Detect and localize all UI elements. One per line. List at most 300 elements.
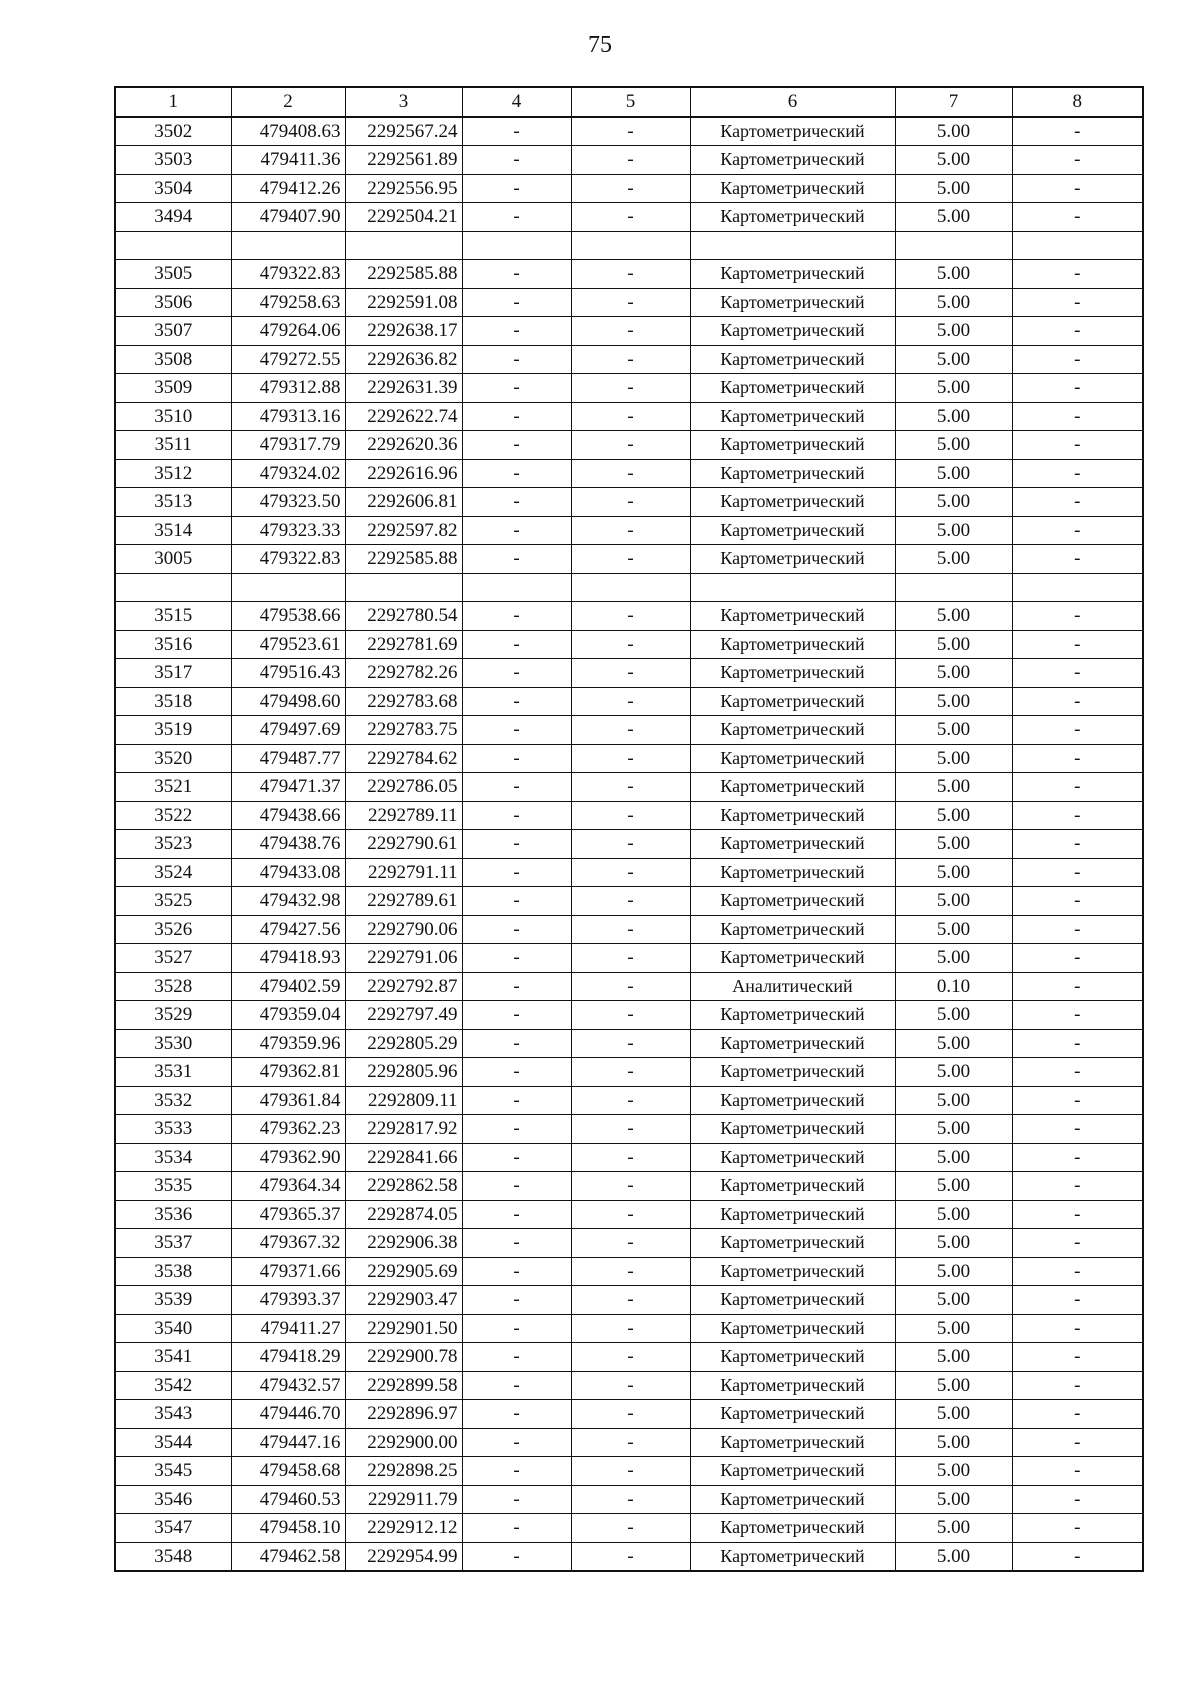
table-row [115,1257,1143,1286]
col8-cell: - [1012,117,1143,146]
table-row [115,1143,1143,1172]
col5-cell: - [571,1371,690,1400]
y-coordinate-cell: 2292783.68 [345,687,462,716]
table-row [115,1514,1143,1543]
point-number-cell: 3528 [115,972,231,1001]
point-number-cell: 3538 [115,1257,231,1286]
method-cell: Картометрический [690,260,895,289]
method-cell: Картометрический [690,744,895,773]
col8-cell: - [1012,687,1143,716]
point-number-cell: 3503 [115,146,231,175]
method-cell: Картометрический [690,1172,895,1201]
table-row [115,1029,1143,1058]
y-coordinate-cell: 2292556.95 [345,174,462,203]
accuracy-cell: 5.00 [895,1001,1012,1030]
col4-cell: - [462,117,571,146]
col4-cell: - [462,1485,571,1514]
col5-cell: - [571,260,690,289]
method-cell: Картометрический [690,1485,895,1514]
col8-cell: - [1012,1257,1143,1286]
method-cell: Картометрический [690,203,895,232]
table-row [115,602,1143,631]
col8-cell: - [1012,402,1143,431]
col4-cell: - [462,1115,571,1144]
col5-cell: - [571,858,690,887]
point-number-cell: 3504 [115,174,231,203]
col4-cell: - [462,773,571,802]
table-row [115,1229,1143,1258]
point-number-cell: 3544 [115,1428,231,1457]
accuracy-cell: 5.00 [895,830,1012,859]
y-coordinate-cell: 2292797.49 [345,1001,462,1030]
table-row [115,687,1143,716]
x-coordinate-cell: 479361.84 [231,1086,345,1115]
x-coordinate-cell: 479447.16 [231,1428,345,1457]
x-coordinate-cell: 479438.76 [231,830,345,859]
col8-cell: - [1012,1428,1143,1457]
col8-cell: - [1012,716,1143,745]
table-header [115,87,1143,117]
col5-cell: - [571,203,690,232]
table-row [115,545,1143,574]
col8-cell: - [1012,1115,1143,1144]
col5-cell: - [571,1514,690,1543]
x-coordinate-cell: 479418.29 [231,1343,345,1372]
col5-cell: - [571,1485,690,1514]
col4-cell: - [462,659,571,688]
method-cell: Картометрический [690,1229,895,1258]
table-row [115,1400,1143,1429]
y-coordinate-cell [345,231,462,260]
accuracy-cell: 5.00 [895,602,1012,631]
method-cell: Картометрический [690,1115,895,1144]
col5-cell: - [571,117,690,146]
point-number-cell: 3536 [115,1200,231,1229]
col8-cell: - [1012,1172,1143,1201]
table-row [115,174,1143,203]
col4-cell: - [462,1257,571,1286]
y-coordinate-cell: 2292616.96 [345,459,462,488]
col5-cell: - [571,630,690,659]
table-row [115,1115,1143,1144]
coordinates-table [114,86,1144,1572]
method-cell [690,231,895,260]
x-coordinate-cell: 479313.16 [231,402,345,431]
col8-cell [1012,231,1143,260]
col5-cell: - [571,288,690,317]
point-number-cell: 3546 [115,1485,231,1514]
col4-cell: - [462,1001,571,1030]
table-row [115,716,1143,745]
table-row [115,146,1143,175]
x-coordinate-cell [231,573,345,602]
col5-cell: - [571,972,690,1001]
accuracy-cell: 5.00 [895,687,1012,716]
col5-cell: - [571,1143,690,1172]
x-coordinate-cell: 479322.83 [231,545,345,574]
col4-cell: - [462,630,571,659]
accuracy-cell: 5.00 [895,1485,1012,1514]
x-coordinate-cell: 479487.77 [231,744,345,773]
method-cell: Картометрический [690,1086,895,1115]
col5-cell: - [571,374,690,403]
table-row [115,1286,1143,1315]
x-coordinate-cell: 479322.83 [231,260,345,289]
col8-cell: - [1012,887,1143,916]
col8-cell: - [1012,146,1143,175]
accuracy-cell: 5.00 [895,773,1012,802]
col4-cell: - [462,516,571,545]
method-cell: Картометрический [690,1400,895,1429]
col4-cell: - [462,1542,571,1571]
y-coordinate-cell: 2292631.39 [345,374,462,403]
method-cell: Картометрический [690,431,895,460]
table-row [115,345,1143,374]
table-row [115,402,1143,431]
y-coordinate-cell: 2292784.62 [345,744,462,773]
col5-cell: - [571,1457,690,1486]
point-number-cell: 3516 [115,630,231,659]
col5-cell: - [571,1542,690,1571]
x-coordinate-cell: 479458.10 [231,1514,345,1543]
method-cell: Картометрический [690,659,895,688]
table-row [115,1542,1143,1571]
col5-cell: - [571,801,690,830]
x-coordinate-cell: 479407.90 [231,203,345,232]
method-cell: Картометрический [690,402,895,431]
x-coordinate-cell: 479471.37 [231,773,345,802]
col4-cell: - [462,1371,571,1400]
x-coordinate-cell: 479538.66 [231,602,345,631]
col4-cell: - [462,744,571,773]
point-number-cell: 3506 [115,288,231,317]
col4-cell: - [462,1058,571,1087]
accuracy-cell: 5.00 [895,1314,1012,1343]
method-cell: Картометрический [690,1001,895,1030]
table-row [115,1172,1143,1201]
x-coordinate-cell: 479433.08 [231,858,345,887]
y-coordinate-cell: 2292638.17 [345,317,462,346]
col8-cell: - [1012,602,1143,631]
x-coordinate-cell: 479371.66 [231,1257,345,1286]
col8-cell: - [1012,345,1143,374]
accuracy-cell: 5.00 [895,1058,1012,1087]
col5-cell [571,231,690,260]
column-header: 1 [115,87,231,117]
col8-cell: - [1012,374,1143,403]
table-row [115,972,1143,1001]
y-coordinate-cell: 2292585.88 [345,260,462,289]
col5-cell: - [571,402,690,431]
accuracy-cell: 5.00 [895,1343,1012,1372]
col4-cell [462,573,571,602]
y-coordinate-cell: 2292791.06 [345,944,462,973]
x-coordinate-cell: 479462.58 [231,1542,345,1571]
method-cell: Картометрический [690,1314,895,1343]
accuracy-cell: 5.00 [895,1229,1012,1258]
accuracy-cell: 5.00 [895,1542,1012,1571]
method-cell: Картометрический [690,1143,895,1172]
col5-cell: - [571,1229,690,1258]
col4-cell: - [462,545,571,574]
table-body [115,117,1143,1572]
method-cell: Картометрический [690,716,895,745]
col8-cell: - [1012,545,1143,574]
accuracy-cell: 5.00 [895,545,1012,574]
col4-cell: - [462,1314,571,1343]
x-coordinate-cell: 479460.53 [231,1485,345,1514]
method-cell: Картометрический [690,545,895,574]
x-coordinate-cell: 479365.37 [231,1200,345,1229]
y-coordinate-cell: 2292790.61 [345,830,462,859]
y-coordinate-cell: 2292792.87 [345,972,462,1001]
y-coordinate-cell: 2292817.92 [345,1115,462,1144]
point-number-cell: 3525 [115,887,231,916]
point-number-cell: 3520 [115,744,231,773]
col8-cell: - [1012,830,1143,859]
point-number-cell: 3519 [115,716,231,745]
method-cell: Картометрический [690,801,895,830]
y-coordinate-cell: 2292954.99 [345,1542,462,1571]
col5-cell: - [571,317,690,346]
accuracy-cell: 5.00 [895,146,1012,175]
y-coordinate-cell: 2292789.61 [345,887,462,916]
point-number-cell: 3542 [115,1371,231,1400]
point-number-cell: 3522 [115,801,231,830]
col5-cell: - [571,1343,690,1372]
point-number-cell: 3514 [115,516,231,545]
col8-cell: - [1012,1343,1143,1372]
table-row [115,915,1143,944]
point-number-cell: 3518 [115,687,231,716]
column-header: 6 [690,87,895,117]
table-row [115,374,1143,403]
x-coordinate-cell: 479393.37 [231,1286,345,1315]
method-cell: Картометрический [690,773,895,802]
col5-cell: - [571,1001,690,1030]
method-cell: Картометрический [690,1371,895,1400]
accuracy-cell: 5.00 [895,1200,1012,1229]
method-cell: Картометрический [690,1542,895,1571]
point-number-cell: 3524 [115,858,231,887]
y-coordinate-cell: 2292782.26 [345,659,462,688]
table-row [115,117,1143,146]
accuracy-cell: 5.00 [895,915,1012,944]
col5-cell: - [571,1058,690,1087]
accuracy-cell: 5.00 [895,317,1012,346]
table-row [115,1485,1143,1514]
accuracy-cell: 5.00 [895,1428,1012,1457]
table-row [115,459,1143,488]
col4-cell: - [462,1172,571,1201]
col8-cell: - [1012,773,1143,802]
point-number-cell: 3529 [115,1001,231,1030]
accuracy-cell: 5.00 [895,1514,1012,1543]
table-row [115,317,1143,346]
accuracy-cell: 5.00 [895,488,1012,517]
x-coordinate-cell: 479432.98 [231,887,345,916]
accuracy-cell: 5.00 [895,887,1012,916]
col5-cell: - [571,1314,690,1343]
table-row [115,1343,1143,1372]
accuracy-cell [895,573,1012,602]
accuracy-cell: 5.00 [895,1143,1012,1172]
y-coordinate-cell: 2292841.66 [345,1143,462,1172]
point-number-cell [115,573,231,602]
col5-cell [571,573,690,602]
accuracy-cell: 5.00 [895,431,1012,460]
table-row [115,801,1143,830]
accuracy-cell: 5.00 [895,402,1012,431]
col4-cell: - [462,1400,571,1429]
col5-cell: - [571,944,690,973]
col5-cell: - [571,1029,690,1058]
col5-cell: - [571,1428,690,1457]
point-number-cell: 3530 [115,1029,231,1058]
y-coordinate-cell: 2292899.58 [345,1371,462,1400]
col8-cell: - [1012,288,1143,317]
table-row [115,260,1143,289]
point-number-cell: 3509 [115,374,231,403]
x-coordinate-cell: 479367.32 [231,1229,345,1258]
col8-cell: - [1012,1371,1143,1400]
x-coordinate-cell: 479272.55 [231,345,345,374]
table-row [115,887,1143,916]
col8-cell: - [1012,1200,1143,1229]
col4-cell: - [462,203,571,232]
table-row [115,1457,1143,1486]
x-coordinate-cell: 479523.61 [231,630,345,659]
point-number-cell: 3541 [115,1343,231,1372]
col5-cell: - [571,602,690,631]
x-coordinate-cell: 479312.88 [231,374,345,403]
method-cell: Картометрический [690,117,895,146]
method-cell: Картометрический [690,345,895,374]
column-header: 3 [345,87,462,117]
x-coordinate-cell: 479324.02 [231,459,345,488]
table-row [115,203,1143,232]
accuracy-cell: 5.00 [895,1286,1012,1315]
table-row [115,1001,1143,1030]
method-cell: Картометрический [690,174,895,203]
accuracy-cell: 5.00 [895,1371,1012,1400]
y-coordinate-cell: 2292781.69 [345,630,462,659]
method-cell: Картометрический [690,288,895,317]
x-coordinate-cell: 479402.59 [231,972,345,1001]
accuracy-cell: 5.00 [895,944,1012,973]
col4-cell: - [462,1200,571,1229]
y-coordinate-cell: 2292606.81 [345,488,462,517]
column-header: 8 [1012,87,1143,117]
x-coordinate-cell: 479418.93 [231,944,345,973]
col8-cell: - [1012,915,1143,944]
col4-cell: - [462,1514,571,1543]
accuracy-cell: 5.00 [895,374,1012,403]
col5-cell: - [571,687,690,716]
col8-cell: - [1012,203,1143,232]
accuracy-cell: 5.00 [895,459,1012,488]
y-coordinate-cell: 2292896.97 [345,1400,462,1429]
point-number-cell: 3527 [115,944,231,973]
col4-cell: - [462,1086,571,1115]
col5-cell: - [571,659,690,688]
method-cell: Картометрический [690,830,895,859]
y-coordinate-cell: 2292504.21 [345,203,462,232]
method-cell: Картометрический [690,1514,895,1543]
x-coordinate-cell: 479432.57 [231,1371,345,1400]
col8-cell: - [1012,1400,1143,1429]
x-coordinate-cell: 479323.50 [231,488,345,517]
table-row [115,944,1143,973]
y-coordinate-cell: 2292900.78 [345,1343,462,1372]
col8-cell: - [1012,659,1143,688]
point-number-cell: 3547 [115,1514,231,1543]
column-header: 5 [571,87,690,117]
method-cell: Картометрический [690,1029,895,1058]
point-number-cell: 3508 [115,345,231,374]
x-coordinate-cell: 479412.26 [231,174,345,203]
col8-cell: - [1012,972,1143,1001]
table-row [115,516,1143,545]
col8-cell: - [1012,1058,1143,1087]
accuracy-cell: 5.00 [895,716,1012,745]
col5-cell: - [571,773,690,802]
col5-cell: - [571,1172,690,1201]
col4-cell [462,231,571,260]
accuracy-cell: 5.00 [895,288,1012,317]
col8-cell: - [1012,1314,1143,1343]
col5-cell: - [571,174,690,203]
y-coordinate-cell: 2292591.08 [345,288,462,317]
table-row [115,858,1143,887]
accuracy-cell: 5.00 [895,1400,1012,1429]
point-number-cell: 3510 [115,402,231,431]
x-coordinate-cell: 479264.06 [231,317,345,346]
x-coordinate-cell: 479258.63 [231,288,345,317]
x-coordinate-cell: 479362.90 [231,1143,345,1172]
table-row [115,830,1143,859]
accuracy-cell: 0.10 [895,972,1012,1001]
table-row [115,1086,1143,1115]
col5-cell: - [571,1086,690,1115]
col4-cell: - [462,858,571,887]
y-coordinate-cell: 2292900.00 [345,1428,462,1457]
col4-cell: - [462,431,571,460]
col5-cell: - [571,488,690,517]
table-row [115,488,1143,517]
point-number-cell: 3532 [115,1086,231,1115]
point-number-cell: 3005 [115,545,231,574]
method-cell: Картометрический [690,317,895,346]
accuracy-cell: 5.00 [895,345,1012,374]
table-row [115,231,1143,260]
point-number-cell: 3523 [115,830,231,859]
point-number-cell: 3537 [115,1229,231,1258]
col4-cell: - [462,915,571,944]
col8-cell [1012,573,1143,602]
point-number-cell: 3502 [115,117,231,146]
column-header: 4 [462,87,571,117]
x-coordinate-cell: 479411.36 [231,146,345,175]
col4-cell: - [462,260,571,289]
x-coordinate-cell: 479497.69 [231,716,345,745]
y-coordinate-cell: 2292567.24 [345,117,462,146]
col8-cell: - [1012,1086,1143,1115]
point-number-cell: 3511 [115,431,231,460]
point-number-cell: 3505 [115,260,231,289]
y-coordinate-cell [345,573,462,602]
method-cell: Картометрический [690,858,895,887]
